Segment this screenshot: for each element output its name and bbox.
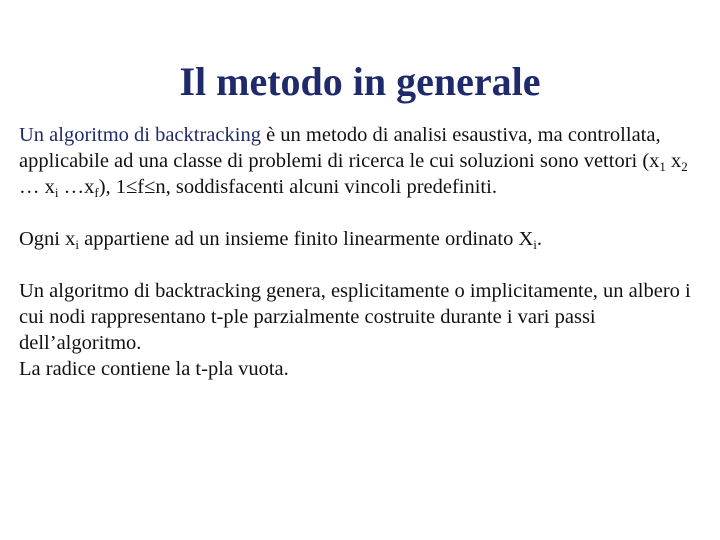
domain-text: . bbox=[536, 228, 543, 250]
definition-text: ), 1≤f≤n, soddisfacenti alcuni vincoli predefiniti. bbox=[98, 176, 497, 198]
highlighted-term: Un algoritmo di backtracking bbox=[19, 124, 261, 146]
tree-text: Un algoritmo di backtracking genera, esplicitamente o implicitamente, un albero i cui nodi rappresentano t-ple parzialmente costruite durante i vari passi dell’algoritmo. bbox=[19, 280, 691, 354]
slide-body bbox=[19, 122, 709, 382]
domain-text: appartiene ad un insieme finito linearmente ordinato X bbox=[79, 228, 534, 250]
subscript: 1 bbox=[659, 159, 666, 174]
subscript: 2 bbox=[681, 159, 688, 174]
subscript: i bbox=[533, 237, 537, 252]
definition-text: x bbox=[665, 150, 682, 172]
paragraph-tree bbox=[19, 278, 709, 382]
definition-text: … x bbox=[19, 176, 55, 198]
domain-text: Ogni x bbox=[19, 228, 76, 250]
definition-text: è un metodo di analisi esaustiva, ma controllata, applicabile ad una classe di problemi di ricerca le cui soluzioni sono vettori (x bbox=[19, 124, 661, 172]
subscript: i bbox=[75, 237, 79, 252]
slide-title: Il metodo in generale bbox=[179, 59, 541, 104]
paragraph-definition bbox=[19, 122, 709, 200]
subscript: f bbox=[94, 185, 99, 200]
paragraph-domain bbox=[19, 226, 709, 252]
subscript: i bbox=[54, 185, 59, 200]
definition-text: …x bbox=[58, 176, 95, 198]
root-text: La radice contiene la t-pla vuota. bbox=[19, 358, 289, 380]
